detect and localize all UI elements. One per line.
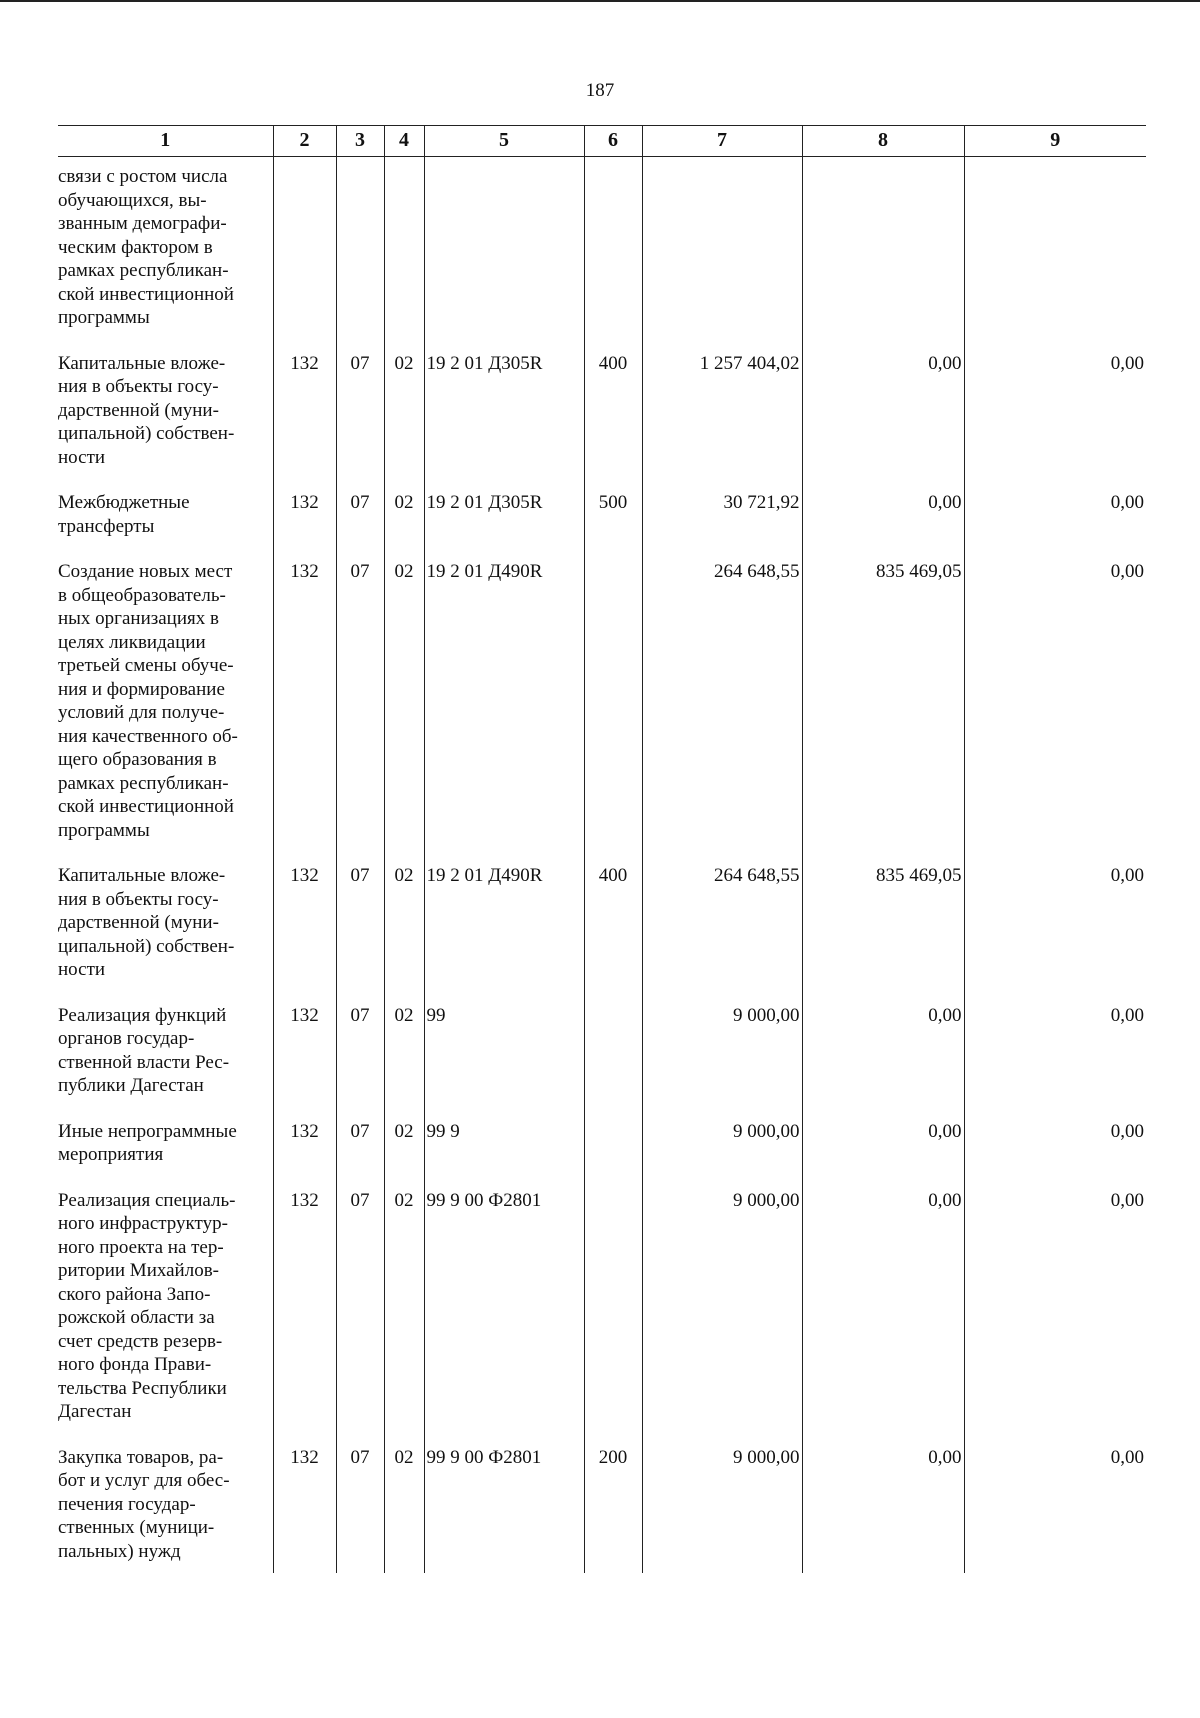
row-name-line: Межбюджетные bbox=[58, 492, 190, 513]
row-name-line: условий для получе- bbox=[58, 702, 225, 723]
row-name-line: ния в объекты госу- bbox=[58, 376, 219, 397]
table-header-row bbox=[58, 126, 1146, 157]
table-row bbox=[58, 1438, 1146, 1574]
section-code-cell: 07 bbox=[336, 1181, 384, 1438]
expense-type-cell: 400 bbox=[584, 344, 642, 484]
row-name-line: бот и услуг для обес- bbox=[58, 1470, 230, 1491]
row-name-line: ности bbox=[58, 446, 106, 468]
subsection-code-cell: 02 bbox=[384, 1181, 424, 1438]
table-row bbox=[58, 1181, 1146, 1438]
row-name-line: ственной власти Рес- bbox=[58, 1051, 230, 1073]
row-name-line: ного фонда Прави- bbox=[58, 1354, 212, 1375]
subsection-code-cell bbox=[384, 157, 424, 344]
subsection-code-cell: 02 bbox=[384, 1438, 424, 1574]
amount-col9-cell: 0,00 bbox=[964, 996, 1146, 1112]
column-header-2: 2 bbox=[273, 126, 336, 157]
amount-col8-cell: 0,00 bbox=[802, 996, 964, 1112]
expense-type-cell bbox=[584, 552, 642, 856]
target-article-cell: 19 2 01 Д490R bbox=[424, 552, 584, 856]
table-row bbox=[58, 344, 1146, 484]
table-row bbox=[58, 996, 1146, 1112]
row-name-line: званным демографи- bbox=[58, 213, 227, 234]
amount-col9-cell: 0,00 bbox=[964, 552, 1146, 856]
target-article-cell: 99 9 bbox=[424, 1112, 584, 1181]
row-name-line: рожской области за bbox=[58, 1307, 215, 1328]
amount-col7-cell: 30 721,92 bbox=[642, 483, 802, 552]
amount-col9-cell: 0,00 bbox=[964, 1112, 1146, 1181]
section-code-cell: 07 bbox=[336, 1112, 384, 1181]
column-header-6: 6 bbox=[584, 126, 642, 157]
expense-type-cell bbox=[584, 1112, 642, 1181]
budget-table bbox=[58, 125, 1146, 1573]
row-name-line: ного проекта на тер- bbox=[58, 1236, 224, 1258]
admin-code-cell: 132 bbox=[273, 1438, 336, 1574]
target-article-cell: 19 2 01 Д305R bbox=[424, 344, 584, 484]
admin-code-cell: 132 bbox=[273, 1112, 336, 1181]
row-name-line: органов государ- bbox=[58, 1028, 195, 1049]
admin-code-cell: 132 bbox=[273, 483, 336, 552]
row-name-line: счет средств резерв- bbox=[58, 1330, 223, 1352]
row-name-line: ственных (муници- bbox=[58, 1517, 215, 1538]
amount-col9-cell: 0,00 bbox=[964, 344, 1146, 484]
amount-col7-cell: 9 000,00 bbox=[642, 996, 802, 1112]
amount-col7-cell: 1 257 404,02 bbox=[642, 344, 802, 484]
amount-col8-cell: 835 469,05 bbox=[802, 552, 964, 856]
row-name-line: ного инфраструктур- bbox=[58, 1213, 228, 1234]
row-name-cell bbox=[58, 552, 273, 856]
amount-col9-cell: 0,00 bbox=[964, 1438, 1146, 1574]
section-code-cell: 07 bbox=[336, 552, 384, 856]
row-name-line: тельства Республики bbox=[58, 1377, 227, 1399]
row-name-cell bbox=[58, 344, 273, 484]
subsection-code-cell: 02 bbox=[384, 483, 424, 552]
expense-type-cell: 200 bbox=[584, 1438, 642, 1574]
row-name-line: Иные непрограммные bbox=[58, 1120, 237, 1142]
row-name-line: обучающихся, вы- bbox=[58, 189, 207, 211]
column-header-3: 3 bbox=[336, 126, 384, 157]
row-name-line: ского района Запо- bbox=[58, 1283, 211, 1305]
subsection-code-cell: 02 bbox=[384, 996, 424, 1112]
amount-col9-cell: 0,00 bbox=[964, 856, 1146, 996]
row-name-line: программы bbox=[58, 819, 150, 841]
table-row bbox=[58, 157, 1146, 344]
admin-code-cell: 132 bbox=[273, 856, 336, 996]
column-header-4: 4 bbox=[384, 126, 424, 157]
expense-type-cell bbox=[584, 1181, 642, 1438]
row-name-line: программы bbox=[58, 307, 150, 328]
row-name-line: в общеобразователь- bbox=[58, 584, 226, 606]
row-name-line: ния в объекты госу- bbox=[58, 888, 219, 910]
section-code-cell: 07 bbox=[336, 483, 384, 552]
amount-col9-cell: 0,00 bbox=[964, 483, 1146, 552]
amount-col8-cell bbox=[802, 157, 964, 344]
amount-col7-cell: 9 000,00 bbox=[642, 1112, 802, 1181]
amount-col9-cell: 0,00 bbox=[964, 1181, 1146, 1438]
target-article-cell: 99 9 00 Ф2801 bbox=[424, 1438, 584, 1574]
amount-col7-cell bbox=[642, 157, 802, 344]
row-name-cell bbox=[58, 996, 273, 1112]
row-name-line: ния качественного об- bbox=[58, 725, 238, 747]
row-name-line: ципальной) собствен- bbox=[58, 935, 235, 957]
row-name-line: печения государ- bbox=[58, 1493, 196, 1515]
row-name-line: Дагестан bbox=[58, 1401, 132, 1422]
column-header-9: 9 bbox=[964, 126, 1146, 157]
amount-col7-cell: 9 000,00 bbox=[642, 1438, 802, 1574]
subsection-code-cell: 02 bbox=[384, 856, 424, 996]
row-name-line: щего образования в bbox=[58, 749, 217, 770]
amount-col8-cell: 0,00 bbox=[802, 483, 964, 552]
row-name-line: ческим фактором в bbox=[58, 236, 213, 258]
expense-type-cell bbox=[584, 157, 642, 344]
table-row bbox=[58, 1112, 1146, 1181]
expense-type-cell: 500 bbox=[584, 483, 642, 552]
row-name-line: ской инвестиционной bbox=[58, 283, 234, 305]
column-header-5: 5 bbox=[424, 126, 584, 157]
row-name-cell bbox=[58, 1181, 273, 1438]
subsection-code-cell: 02 bbox=[384, 1112, 424, 1181]
target-article-cell: 99 9 00 Ф2801 bbox=[424, 1181, 584, 1438]
column-header-8: 8 bbox=[802, 126, 964, 157]
row-name-cell bbox=[58, 483, 273, 552]
amount-col9-cell bbox=[964, 157, 1146, 344]
section-code-cell: 07 bbox=[336, 344, 384, 484]
row-name-line: мероприятия bbox=[58, 1144, 164, 1165]
amount-col7-cell: 264 648,55 bbox=[642, 552, 802, 856]
section-code-cell: 07 bbox=[336, 856, 384, 996]
table-row bbox=[58, 856, 1146, 996]
row-name-cell bbox=[58, 856, 273, 996]
amount-col8-cell: 0,00 bbox=[802, 1181, 964, 1438]
admin-code-cell: 132 bbox=[273, 344, 336, 484]
column-header-7: 7 bbox=[642, 126, 802, 157]
row-name-line: третьей смены обуче- bbox=[58, 655, 234, 676]
amount-col8-cell: 0,00 bbox=[802, 1112, 964, 1181]
row-name-line: ритории Михайлов- bbox=[58, 1260, 219, 1281]
amount-col8-cell: 835 469,05 bbox=[802, 856, 964, 996]
page-top-border bbox=[0, 0, 1200, 2]
section-code-cell: 07 bbox=[336, 996, 384, 1112]
target-article-cell bbox=[424, 157, 584, 344]
page-number: 187 bbox=[585, 80, 615, 101]
row-name-line: Создание новых мест bbox=[58, 561, 233, 582]
row-name-line: Закупка товаров, ра- bbox=[58, 1446, 224, 1468]
table-row bbox=[58, 483, 1146, 552]
target-article-cell: 19 2 01 Д490R bbox=[424, 856, 584, 996]
row-name-line: Реализация специаль- bbox=[58, 1189, 236, 1211]
table-row bbox=[58, 552, 1146, 856]
subsection-code-cell: 02 bbox=[384, 552, 424, 856]
row-name-line: Капитальные вложе- bbox=[58, 352, 226, 374]
table-body bbox=[58, 157, 1146, 1574]
column-header-1: 1 bbox=[58, 126, 273, 157]
row-name-line: связи с ростом числа bbox=[58, 166, 228, 187]
admin-code-cell: 132 bbox=[273, 1181, 336, 1438]
row-name-cell bbox=[58, 157, 273, 344]
row-name-line: ности bbox=[58, 959, 106, 980]
row-name-line: Реализация функций bbox=[58, 1004, 227, 1026]
row-name-line: трансферты bbox=[58, 515, 155, 537]
row-name-line: пальных) нужд bbox=[58, 1540, 181, 1562]
row-name-line: ской инвестиционной bbox=[58, 796, 234, 817]
row-name-line: дарственной (муни- bbox=[58, 399, 219, 421]
subsection-code-cell: 02 bbox=[384, 344, 424, 484]
expense-type-cell: 400 bbox=[584, 856, 642, 996]
admin-code-cell: 132 bbox=[273, 996, 336, 1112]
admin-code-cell: 132 bbox=[273, 552, 336, 856]
row-name-line: рамках республикан- bbox=[58, 260, 229, 281]
expense-type-cell bbox=[584, 996, 642, 1112]
row-name-line: публики Дагестан bbox=[58, 1075, 204, 1096]
row-name-line: целях ликвидации bbox=[58, 631, 206, 653]
row-name-line: ния и формирование bbox=[58, 678, 225, 700]
amount-col8-cell: 0,00 bbox=[802, 1438, 964, 1574]
row-name-line: Капитальные вложе- bbox=[58, 865, 226, 886]
row-name-line: ципальной) собствен- bbox=[58, 423, 235, 444]
section-code-cell: 07 bbox=[336, 1438, 384, 1574]
row-name-line: ных организациях в bbox=[58, 608, 219, 629]
amount-col7-cell: 9 000,00 bbox=[642, 1181, 802, 1438]
row-name-cell bbox=[58, 1438, 273, 1574]
amount-col8-cell: 0,00 bbox=[802, 344, 964, 484]
row-name-cell bbox=[58, 1112, 273, 1181]
section-code-cell bbox=[336, 157, 384, 344]
row-name-line: рамках республикан- bbox=[58, 772, 229, 794]
amount-col7-cell: 264 648,55 bbox=[642, 856, 802, 996]
target-article-cell: 99 bbox=[424, 996, 584, 1112]
admin-code-cell bbox=[273, 157, 336, 344]
row-name-line: дарственной (муни- bbox=[58, 912, 219, 933]
target-article-cell: 19 2 01 Д305R bbox=[424, 483, 584, 552]
